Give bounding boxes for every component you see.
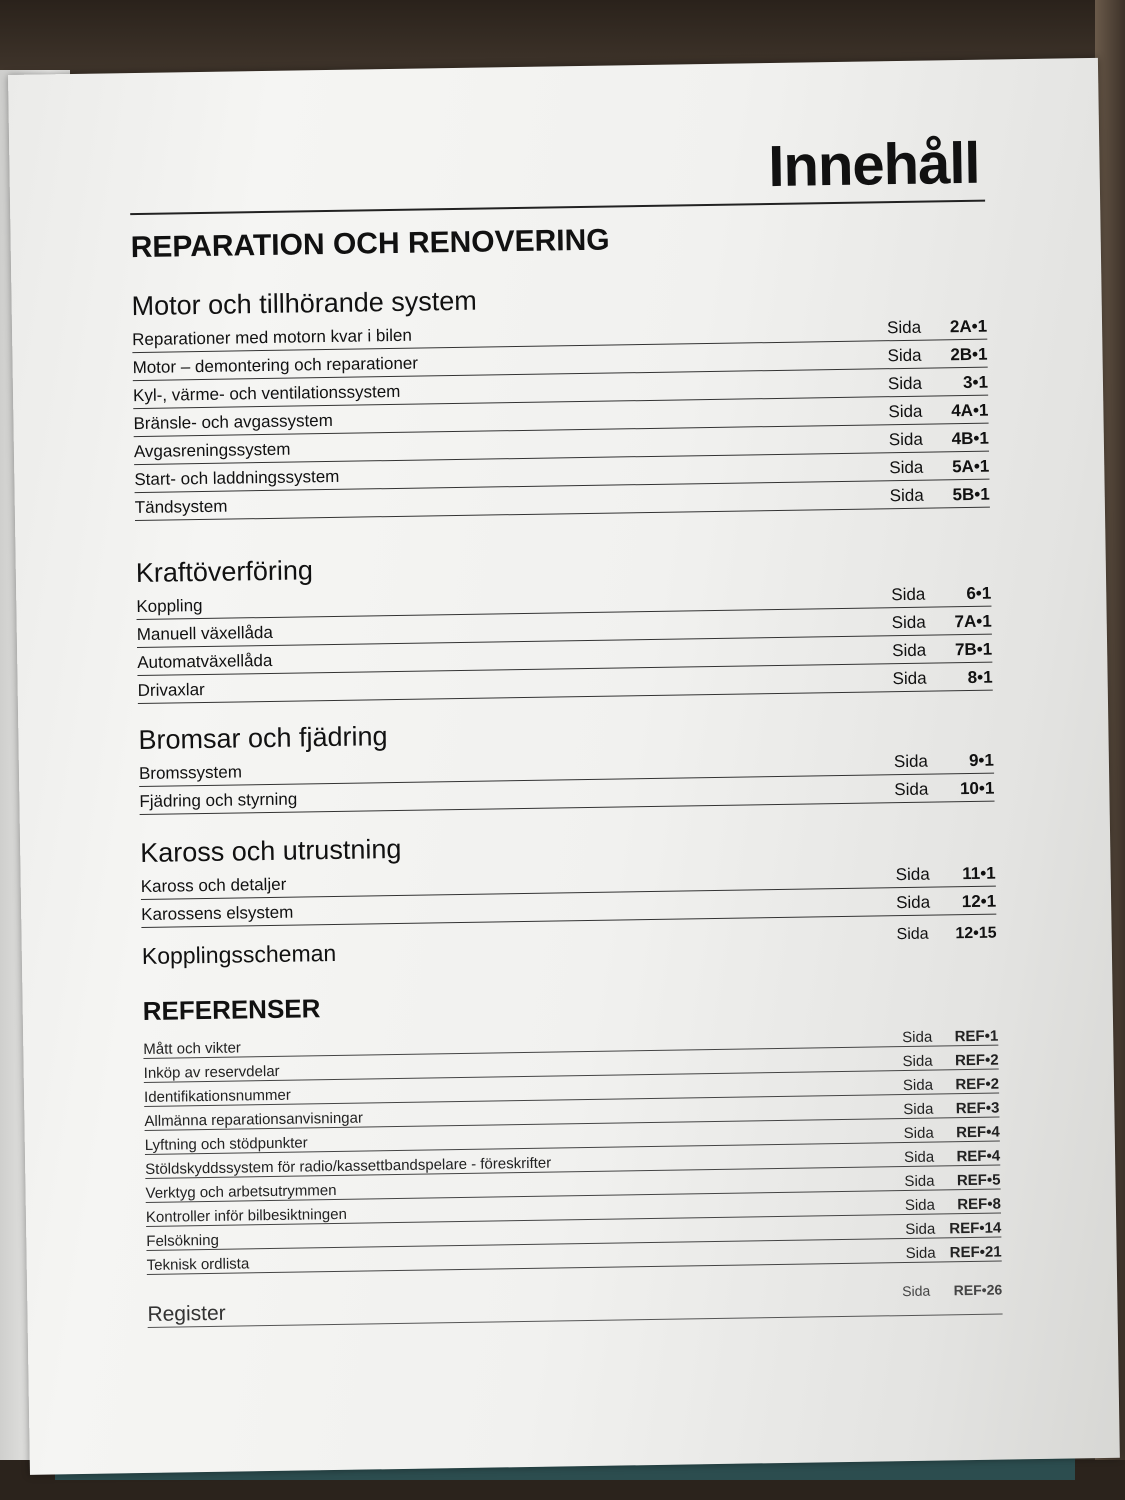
toc-label: Identifikationsnummer <box>143 1086 291 1106</box>
page-number: REF•1 <box>954 1027 999 1046</box>
toc-label: Kaross och detaljer <box>140 874 287 897</box>
page-number: 5B•1 <box>952 484 990 505</box>
group-title: Bromsar och fjädring <box>138 721 388 756</box>
sida-label: Sida <box>889 457 924 478</box>
page-number: REF•26 <box>953 1281 1003 1299</box>
page-number: 2B•1 <box>950 344 988 365</box>
page-number: 4A•1 <box>951 400 989 421</box>
toc-label: Tändsystem <box>134 496 228 518</box>
group-title: Motor och tillhörande system <box>131 285 477 322</box>
page-content <box>8 58 1120 1475</box>
sida-label: Sida <box>895 864 930 885</box>
sida-label: Sida <box>903 1124 934 1143</box>
toc-group-kraftoverforing <box>136 545 993 704</box>
toc-label: Avgasreningssystem <box>133 439 291 462</box>
page-number: REF•8 <box>957 1195 1001 1214</box>
page-number: 4B•1 <box>951 428 989 449</box>
page-number: REF•4 <box>956 1123 1000 1142</box>
sida-label: Sida <box>891 584 926 605</box>
sida-label: Sida <box>896 925 929 944</box>
page-number: REF•2 <box>954 1051 999 1070</box>
sida-label: Sida <box>904 1196 936 1215</box>
toc-label: Drivaxlar <box>137 679 205 701</box>
page-number: 12•1 <box>961 891 997 912</box>
toc-row-wiring[interactable] <box>142 925 997 970</box>
page-number: 12•15 <box>955 924 997 943</box>
toc-label: Allmänna reparationsanvisningar <box>144 1109 364 1130</box>
group-title: Kaross och utrustning <box>140 833 402 869</box>
toc-label: Kontroller inför bilbesiktningen <box>145 1205 348 1226</box>
title-rule <box>130 200 985 215</box>
toc-label: Start- och laddningssystem <box>134 466 340 490</box>
sida-label: Sida <box>892 668 927 689</box>
sida-label: Sida <box>905 1220 936 1239</box>
toc-group-motor <box>131 278 990 521</box>
book-page <box>8 58 1120 1475</box>
sida-label: Sida <box>891 612 926 633</box>
sida-label: Sida <box>894 779 929 800</box>
sida-label: Sida <box>902 1282 931 1300</box>
page-number: 6•1 <box>966 583 992 604</box>
sida-label: Sida <box>902 1052 933 1071</box>
sida-label: Sida <box>888 401 923 422</box>
sida-label: Sida <box>903 1100 934 1119</box>
toc-label: Inköp av reservdelar <box>143 1062 280 1082</box>
group-title: Kraftöverföring <box>135 555 314 589</box>
toc-label: Mått och vikter <box>143 1039 241 1058</box>
toc-label: Motor – demontering och reparationer <box>132 353 419 378</box>
sida-label: Sida <box>895 892 931 913</box>
page-number: REF•4 <box>956 1147 1001 1166</box>
sida-label: Sida <box>892 640 927 661</box>
toc-label: Felsökning <box>146 1231 220 1250</box>
section-heading: REPARATION OCH RENOVERING <box>130 223 610 265</box>
sida-label: Sida <box>887 345 922 366</box>
toc-label: Lyftning och stödpunkter <box>144 1134 308 1154</box>
sida-label: Sida <box>888 429 924 450</box>
page-number: 5A•1 <box>951 456 990 477</box>
sida-label: Sida <box>903 1148 935 1167</box>
toc-label: Koppling <box>136 596 203 617</box>
toc-label: Kopplingsscheman <box>141 939 337 970</box>
page-title: Innehåll <box>767 130 981 200</box>
sida-label: Sida <box>887 373 923 394</box>
toc-label: Bromssystem <box>138 762 243 784</box>
references-list <box>143 1022 1002 1275</box>
page-number: REF•5 <box>956 1171 1001 1190</box>
sida-label: Sida <box>902 1076 934 1095</box>
sida-label: Sida <box>904 1172 935 1191</box>
sida-label: Sida <box>889 485 924 506</box>
toc-label: Karossens elsystem <box>141 902 294 925</box>
toc-label: Bränsle- och avgassystem <box>133 410 333 434</box>
page-number: 7A•1 <box>954 611 992 632</box>
page-number: REF•21 <box>949 1243 1002 1262</box>
page-number: 9•1 <box>968 750 995 770</box>
page-number: 2A•1 <box>949 316 988 337</box>
toc-label: Manuell växellåda <box>136 622 274 645</box>
page-number: REF•3 <box>955 1099 1000 1118</box>
page-number: REF•14 <box>949 1219 1002 1238</box>
toc-row-register[interactable] <box>147 1282 1002 1328</box>
page-number: 3•1 <box>962 372 989 393</box>
toc-group-kaross <box>140 825 996 928</box>
sida-label: Sida <box>893 751 929 772</box>
page-number: 7B•1 <box>954 639 993 660</box>
toc-label: Kyl-, värme- och ventilationssystem <box>132 381 401 406</box>
sida-label: Sida <box>905 1244 936 1263</box>
sida-label: Sida <box>886 317 922 338</box>
toc-label: Fjädring och styrning <box>139 789 298 812</box>
page-number: 10•1 <box>959 778 995 799</box>
toc-label: Stöldskyddssystem för radio/kassettbandspelare - föreskrifter <box>145 1154 552 1178</box>
toc-group-bromsar <box>138 712 994 815</box>
toc-label: Register <box>147 1301 226 1326</box>
toc-label: Teknisk ordlista <box>146 1255 250 1274</box>
page-number: REF•2 <box>955 1075 1000 1094</box>
sida-label: Sida <box>902 1028 933 1047</box>
toc-label: Automatväxellåda <box>137 650 273 673</box>
page-number: 8•1 <box>967 667 993 687</box>
page-number: 11•1 <box>962 863 996 884</box>
toc-label: Verktyg och arbetsutrymmen <box>145 1181 337 1202</box>
toc-label: Reparationer med motorn kvar i bilen <box>132 325 412 350</box>
references-heading: REFERENSER <box>142 993 321 1026</box>
